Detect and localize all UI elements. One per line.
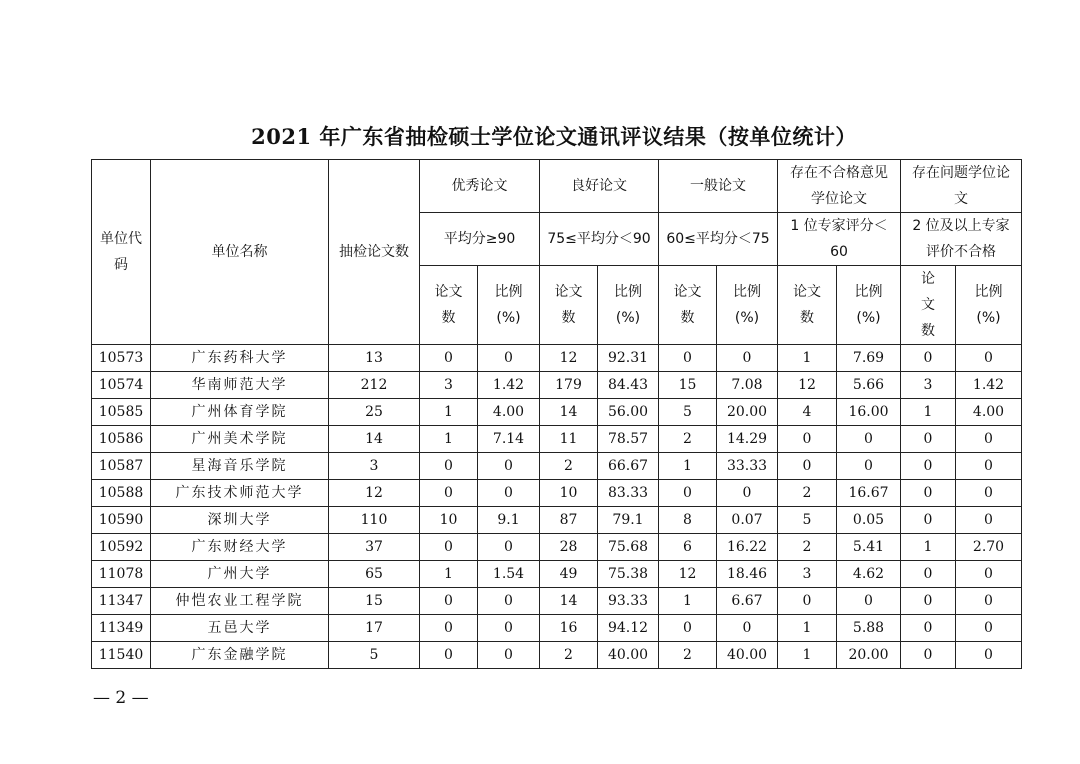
cell-r2: 56.00 xyxy=(598,399,659,426)
cell-r1: 0 xyxy=(478,480,540,507)
cell-r5: 4.00 xyxy=(956,399,1022,426)
cell-total: 212 xyxy=(329,372,420,399)
cell-c4: 12 xyxy=(778,372,837,399)
problem-condition: 2 位及以上专家评价不合格 xyxy=(901,213,1022,266)
cell-code: 10585 xyxy=(92,399,151,426)
table-row xyxy=(92,453,1022,480)
cell-c5: 1 xyxy=(901,399,956,426)
table-row xyxy=(92,615,1022,642)
cell-c3: 15 xyxy=(659,372,717,399)
cell-r5: 0 xyxy=(956,453,1022,480)
cell-c4: 0 xyxy=(778,453,837,480)
cell-c2: 87 xyxy=(540,507,598,534)
cell-r4: 0 xyxy=(837,453,901,480)
cell-total: 37 xyxy=(329,534,420,561)
table-body xyxy=(92,345,1022,669)
cell-c5: 0 xyxy=(901,615,956,642)
cell-r2: 66.67 xyxy=(598,453,659,480)
cell-r5: 0 xyxy=(956,561,1022,588)
cell-c2: 14 xyxy=(540,399,598,426)
cell-r2: 79.1 xyxy=(598,507,659,534)
cell-c5: 0 xyxy=(901,453,956,480)
cell-r2: 75.68 xyxy=(598,534,659,561)
cell-c3: 8 xyxy=(659,507,717,534)
num-header: 论文数 xyxy=(420,266,478,345)
cell-name: 广州美术学院 xyxy=(151,426,329,453)
cell-r1: 0 xyxy=(478,453,540,480)
cell-c2: 2 xyxy=(540,453,598,480)
cell-r2: 93.33 xyxy=(598,588,659,615)
table-row xyxy=(92,480,1022,507)
cell-c2: 14 xyxy=(540,588,598,615)
num-header: 论文数 xyxy=(778,266,837,345)
cell-c1: 0 xyxy=(420,480,478,507)
cell-code: 10573 xyxy=(92,345,151,372)
cell-r4: 0.05 xyxy=(837,507,901,534)
cell-r2: 84.43 xyxy=(598,372,659,399)
cell-r4: 16.00 xyxy=(837,399,901,426)
cell-r3: 14.29 xyxy=(717,426,778,453)
cell-r1: 0 xyxy=(478,615,540,642)
cell-r4: 5.88 xyxy=(837,615,901,642)
table-row xyxy=(92,372,1022,399)
unqualified-condition: 1 位专家评分＜60 xyxy=(778,213,901,266)
cell-c1: 0 xyxy=(420,345,478,372)
cell-c2: 179 xyxy=(540,372,598,399)
cell-r1: 1.42 xyxy=(478,372,540,399)
cell-r5: 2.70 xyxy=(956,534,1022,561)
cell-c2: 12 xyxy=(540,345,598,372)
cell-c5: 0 xyxy=(901,345,956,372)
cell-r5: 0 xyxy=(956,615,1022,642)
cell-name: 华南师范大学 xyxy=(151,372,329,399)
header-unqualified: 存在不合格意见学位论文 xyxy=(778,160,901,213)
cell-c5: 3 xyxy=(901,372,956,399)
cell-r5: 1.42 xyxy=(956,372,1022,399)
cell-r1: 1.54 xyxy=(478,561,540,588)
cell-r3: 0.07 xyxy=(717,507,778,534)
table-row xyxy=(92,561,1022,588)
cell-total: 3 xyxy=(329,453,420,480)
cell-c3: 0 xyxy=(659,480,717,507)
cell-r3: 6.67 xyxy=(717,588,778,615)
table-row xyxy=(92,399,1022,426)
ratio-header: 比例(%) xyxy=(598,266,659,345)
cell-c3: 2 xyxy=(659,426,717,453)
cell-r5: 0 xyxy=(956,642,1022,669)
cell-c3: 5 xyxy=(659,399,717,426)
cell-code: 10574 xyxy=(92,372,151,399)
cell-r4: 4.62 xyxy=(837,561,901,588)
cell-r5: 0 xyxy=(956,345,1022,372)
cell-c4: 1 xyxy=(778,345,837,372)
header-name: 单位名称 xyxy=(151,160,329,345)
excellent-condition: 平均分≥90 xyxy=(420,213,540,266)
ratio-header: 比例(%) xyxy=(478,266,540,345)
cell-r4: 5.41 xyxy=(837,534,901,561)
cell-r3: 33.33 xyxy=(717,453,778,480)
cell-r4: 20.00 xyxy=(837,642,901,669)
table-row xyxy=(92,534,1022,561)
cell-name: 广东财经大学 xyxy=(151,534,329,561)
cell-r4: 7.69 xyxy=(837,345,901,372)
cell-total: 110 xyxy=(329,507,420,534)
cell-total: 12 xyxy=(329,480,420,507)
table-row xyxy=(92,507,1022,534)
cell-name: 广州体育学院 xyxy=(151,399,329,426)
cell-r1: 0 xyxy=(478,642,540,669)
cell-code: 11078 xyxy=(92,561,151,588)
cell-code: 10588 xyxy=(92,480,151,507)
fair-condition: 60≤平均分＜75 xyxy=(659,213,778,266)
cell-c1: 3 xyxy=(420,372,478,399)
cell-c4: 1 xyxy=(778,642,837,669)
cell-c2: 10 xyxy=(540,480,598,507)
num-header: 论文数 xyxy=(659,266,717,345)
cell-code: 10586 xyxy=(92,426,151,453)
cell-r4: 0 xyxy=(837,426,901,453)
cell-c1: 0 xyxy=(420,534,478,561)
header-excellent: 优秀论文 xyxy=(420,160,540,213)
cell-name: 深圳大学 xyxy=(151,507,329,534)
ratio-header: 比例(%) xyxy=(837,266,901,345)
cell-c1: 0 xyxy=(420,453,478,480)
cell-r1: 7.14 xyxy=(478,426,540,453)
cell-name: 仲恺农业工程学院 xyxy=(151,588,329,615)
cell-c5: 1 xyxy=(901,534,956,561)
cell-c1: 1 xyxy=(420,561,478,588)
cell-c1: 10 xyxy=(420,507,478,534)
table-row xyxy=(92,426,1022,453)
cell-c2: 28 xyxy=(540,534,598,561)
table-row xyxy=(92,642,1022,669)
cell-c5: 0 xyxy=(901,507,956,534)
cell-c1: 0 xyxy=(420,642,478,669)
cell-code: 11349 xyxy=(92,615,151,642)
cell-total: 65 xyxy=(329,561,420,588)
cell-name: 星海音乐学院 xyxy=(151,453,329,480)
cell-r3: 0 xyxy=(717,615,778,642)
header-code: 单位代码 xyxy=(92,160,151,345)
table-row xyxy=(92,588,1022,615)
cell-c4: 1 xyxy=(778,615,837,642)
cell-c5: 0 xyxy=(901,480,956,507)
cell-c3: 12 xyxy=(659,561,717,588)
cell-c5: 0 xyxy=(901,588,956,615)
results-table xyxy=(91,159,1022,669)
cell-r3: 20.00 xyxy=(717,399,778,426)
cell-total: 14 xyxy=(329,426,420,453)
cell-c3: 0 xyxy=(659,345,717,372)
cell-name: 广东药科大学 xyxy=(151,345,329,372)
cell-c2: 16 xyxy=(540,615,598,642)
cell-r5: 0 xyxy=(956,588,1022,615)
cell-r2: 83.33 xyxy=(598,480,659,507)
cell-name: 五邑大学 xyxy=(151,615,329,642)
cell-c4: 3 xyxy=(778,561,837,588)
cell-c3: 1 xyxy=(659,588,717,615)
ratio-header: 比例(%) xyxy=(717,266,778,345)
table-row xyxy=(92,345,1022,372)
cell-r2: 40.00 xyxy=(598,642,659,669)
cell-c4: 0 xyxy=(778,588,837,615)
cell-c1: 1 xyxy=(420,426,478,453)
cell-c3: 1 xyxy=(659,453,717,480)
cell-c4: 5 xyxy=(778,507,837,534)
cell-c4: 2 xyxy=(778,534,837,561)
cell-r2: 94.12 xyxy=(598,615,659,642)
cell-r3: 0 xyxy=(717,480,778,507)
cell-c2: 2 xyxy=(540,642,598,669)
cell-r3: 18.46 xyxy=(717,561,778,588)
cell-name: 广东金融学院 xyxy=(151,642,329,669)
cell-c5: 0 xyxy=(901,426,956,453)
cell-c2: 49 xyxy=(540,561,598,588)
good-condition: 75≤平均分＜90 xyxy=(540,213,659,266)
cell-total: 15 xyxy=(329,588,420,615)
cell-r1: 0 xyxy=(478,588,540,615)
cell-total: 5 xyxy=(329,642,420,669)
cell-r2: 78.57 xyxy=(598,426,659,453)
cell-total: 13 xyxy=(329,345,420,372)
cell-r3: 7.08 xyxy=(717,372,778,399)
cell-r4: 16.67 xyxy=(837,480,901,507)
cell-c5: 0 xyxy=(901,642,956,669)
cell-r2: 75.38 xyxy=(598,561,659,588)
cell-c4: 4 xyxy=(778,399,837,426)
cell-r1: 9.1 xyxy=(478,507,540,534)
cell-c3: 6 xyxy=(659,534,717,561)
cell-code: 11347 xyxy=(92,588,151,615)
cell-c1: 1 xyxy=(420,399,478,426)
cell-r4: 0 xyxy=(837,588,901,615)
page-number: — 2 — xyxy=(93,688,149,708)
num-header: 论文数 xyxy=(540,266,598,345)
cell-c3: 0 xyxy=(659,615,717,642)
cell-c3: 2 xyxy=(659,642,717,669)
cell-total: 17 xyxy=(329,615,420,642)
cell-code: 10592 xyxy=(92,534,151,561)
num-header: 论文数 xyxy=(901,266,956,345)
cell-r5: 0 xyxy=(956,480,1022,507)
cell-c5: 0 xyxy=(901,561,956,588)
cell-r3: 0 xyxy=(717,345,778,372)
page-title: 2021 年广东省抽检硕士学位论文通讯评议结果（按单位统计） xyxy=(251,124,857,149)
cell-r5: 0 xyxy=(956,426,1022,453)
cell-name: 广东技术师范大学 xyxy=(151,480,329,507)
header-count: 抽检论文数 xyxy=(329,160,420,345)
ratio-header: 比例(%) xyxy=(956,266,1022,345)
cell-c1: 0 xyxy=(420,615,478,642)
cell-r5: 0 xyxy=(956,507,1022,534)
cell-c4: 2 xyxy=(778,480,837,507)
cell-r4: 5.66 xyxy=(837,372,901,399)
cell-code: 10587 xyxy=(92,453,151,480)
header-good: 良好论文 xyxy=(540,160,659,213)
cell-r1: 4.00 xyxy=(478,399,540,426)
cell-c1: 0 xyxy=(420,588,478,615)
cell-r2: 92.31 xyxy=(598,345,659,372)
cell-r3: 40.00 xyxy=(717,642,778,669)
cell-code: 11540 xyxy=(92,642,151,669)
header-fair: 一般论文 xyxy=(659,160,778,213)
cell-r3: 16.22 xyxy=(717,534,778,561)
cell-code: 10590 xyxy=(92,507,151,534)
cell-r1: 0 xyxy=(478,534,540,561)
cell-total: 25 xyxy=(329,399,420,426)
cell-c4: 0 xyxy=(778,426,837,453)
cell-name: 广州大学 xyxy=(151,561,329,588)
cell-c2: 11 xyxy=(540,426,598,453)
cell-r1: 0 xyxy=(478,345,540,372)
header-problem: 存在问题学位论文 xyxy=(901,160,1022,213)
